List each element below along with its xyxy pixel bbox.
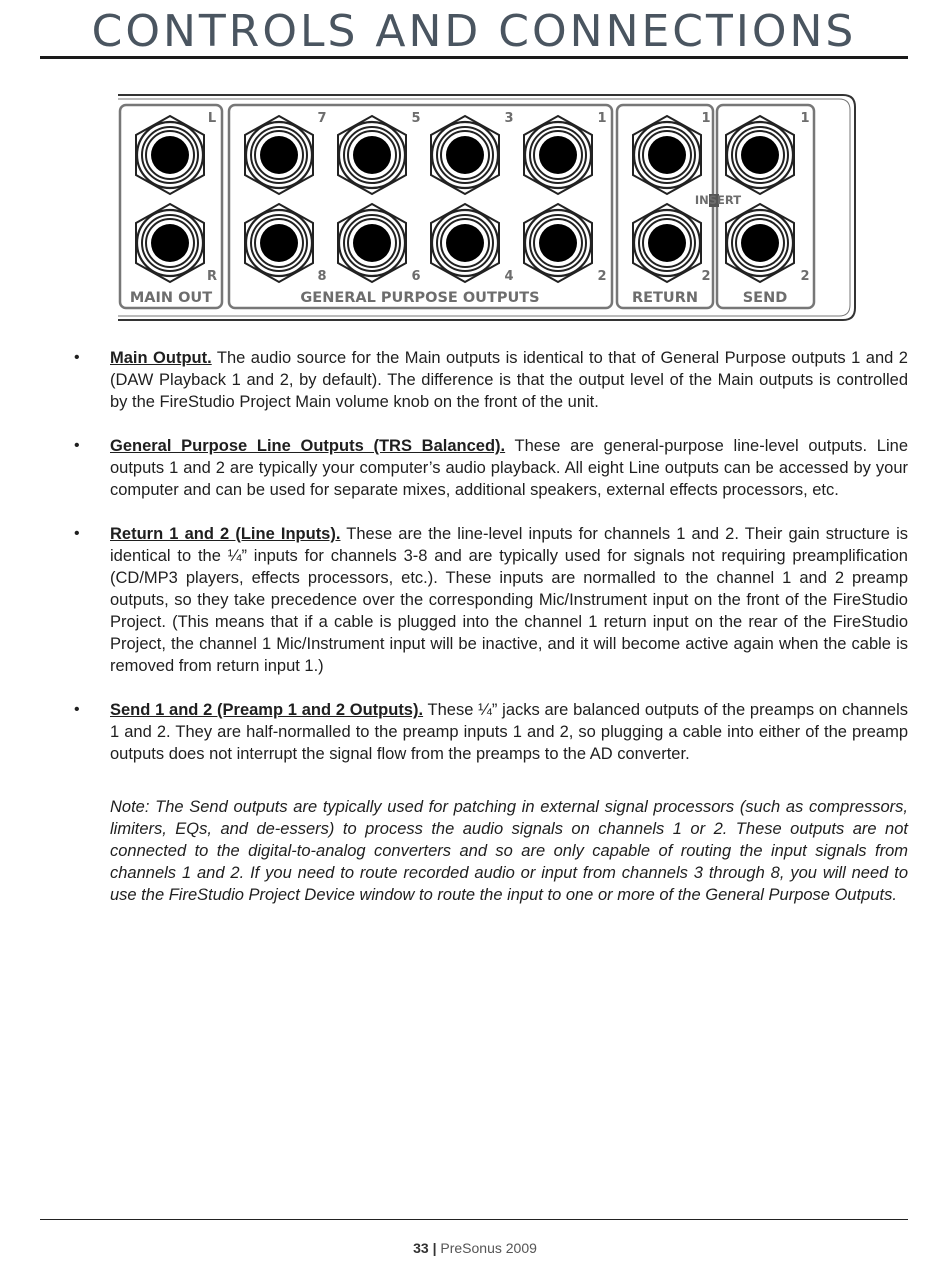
rear-panel-illustration <box>115 90 865 326</box>
send-label-1: 1 <box>800 111 810 126</box>
send-outputs-note: Note: The Send outputs are typically used for patching in external signal processors (such as compressors, limiters, EQs, and de-essers) to process the audio signals on channels 1 or 2. These outputs are not connected to the digital-to-analog converters and so are only capable of routing the input signals from channels 1 and 2. If you need to route recorded audio or input from channels 3 through 8, you will need to use the FireStudio Project Device window to route the input to one or more of the General Purpose Outputs. <box>110 798 908 904</box>
insert-label: INSERT <box>694 193 742 207</box>
item-text: The audio source for the Main outputs is identical to that of General Purpose outputs 1 and 2 (DAW Playback 1 and 2, by default). The difference is that the output level of the Main outputs is controlled by the FireStudio Project Main volume knob on the front of the unit. <box>110 349 908 411</box>
connection-list <box>72 347 908 787</box>
gp-output-5-jack <box>338 116 406 194</box>
gp-label-7: 7 <box>317 111 327 126</box>
send-1-jack <box>726 116 794 194</box>
send-label-2: 2 <box>800 269 810 284</box>
item-heading: General Purpose Line Outputs (TRS Balanced). <box>110 437 506 455</box>
gp-label-2: 2 <box>597 269 607 284</box>
send-section-label: SEND <box>742 290 788 306</box>
item-heading: Send 1 and 2 (Preamp 1 and 2 Outputs). <box>110 701 424 719</box>
return-1-jack <box>633 116 701 194</box>
footer-separator: | <box>432 1240 437 1256</box>
gp-output-4-jack <box>431 204 499 282</box>
gp-output-6-jack <box>338 204 406 282</box>
bullet-icon: • <box>74 437 80 454</box>
list-item <box>72 435 908 501</box>
gp-label-1: 1 <box>597 111 607 126</box>
footer-divider <box>40 1219 908 1220</box>
main-out-l-label: L <box>207 111 217 126</box>
gp-label-5: 5 <box>411 111 421 126</box>
bullet-icon: • <box>74 525 80 542</box>
main-out-r-label: R <box>206 269 218 284</box>
gp-label-3: 3 <box>504 111 514 126</box>
return-label-1: 1 <box>701 111 711 126</box>
list-item <box>72 347 908 413</box>
title-divider <box>40 56 908 59</box>
item-heading: Main Output. <box>110 349 212 367</box>
bullet-icon: • <box>74 701 80 718</box>
gp-label-4: 4 <box>504 269 514 284</box>
gp-label-8: 8 <box>317 269 327 284</box>
send-2-jack <box>726 204 794 282</box>
return-label-2: 2 <box>701 269 711 284</box>
return-2-jack <box>633 204 701 282</box>
page-footer <box>0 1240 950 1256</box>
gp-output-3-jack <box>431 116 499 194</box>
return-section-label: RETURN <box>631 290 699 306</box>
main-out-l-jack <box>136 116 204 194</box>
gp-label-6: 6 <box>411 269 421 284</box>
list-item <box>72 699 908 765</box>
bullet-icon: • <box>74 349 80 366</box>
main-out-r-jack <box>136 204 204 282</box>
footer-text: PreSonus 2009 <box>440 1240 537 1256</box>
item-text: These ¼” jacks are balanced outputs of the preamps on channels 1 and 2. They are half-normalled to the preamp inputs 1 and 2, so plugging a cable into either of the preamp outputs does not interrupt the signal flow from the preamps to the AD converter. <box>110 701 908 763</box>
item-text: These are the line-level inputs for channels 1 and 2. Their gain structure is identical to the ¼” inputs for channels 3-8 and are typically used for signals not requiring preamplification (CD/MP3 players, effects processors, etc.). These inputs are normalled to the channel 1 and 2 preamp outputs, so they take precedence over the corresponding Mic/Instrument input on the front of the FireStudio Project. (This means that if a cable is plugged into the channel 1 return input on the rear of the FireStudio Project, the channel 1 Mic/Instrument input will be inactive, and it will become active again when the cable is removed from return input 1.) <box>110 525 908 675</box>
gp-output-2-jack <box>524 204 592 282</box>
main-out-section-label: MAIN OUT <box>129 290 213 306</box>
item-text: These are general-purpose line-level outputs. Line outputs 1 and 2 are typically your computer’s audio playback. All eight Line outputs can be accessed by your computer and can be used for separate mixes, additional speakers, external effects processors, etc. <box>110 437 908 499</box>
item-heading: Return 1 and 2 (Line Inputs). <box>110 525 341 543</box>
gp-output-7-jack <box>245 116 313 194</box>
page-title: CONTROLS AND CONNECTIONS <box>91 6 857 57</box>
general-purpose-section-label: GENERAL PURPOSE OUTPUTS <box>300 290 540 306</box>
list-item <box>72 523 908 677</box>
page-number: 33 <box>413 1240 429 1256</box>
gp-output-8-jack <box>245 204 313 282</box>
gp-output-1-jack <box>524 116 592 194</box>
